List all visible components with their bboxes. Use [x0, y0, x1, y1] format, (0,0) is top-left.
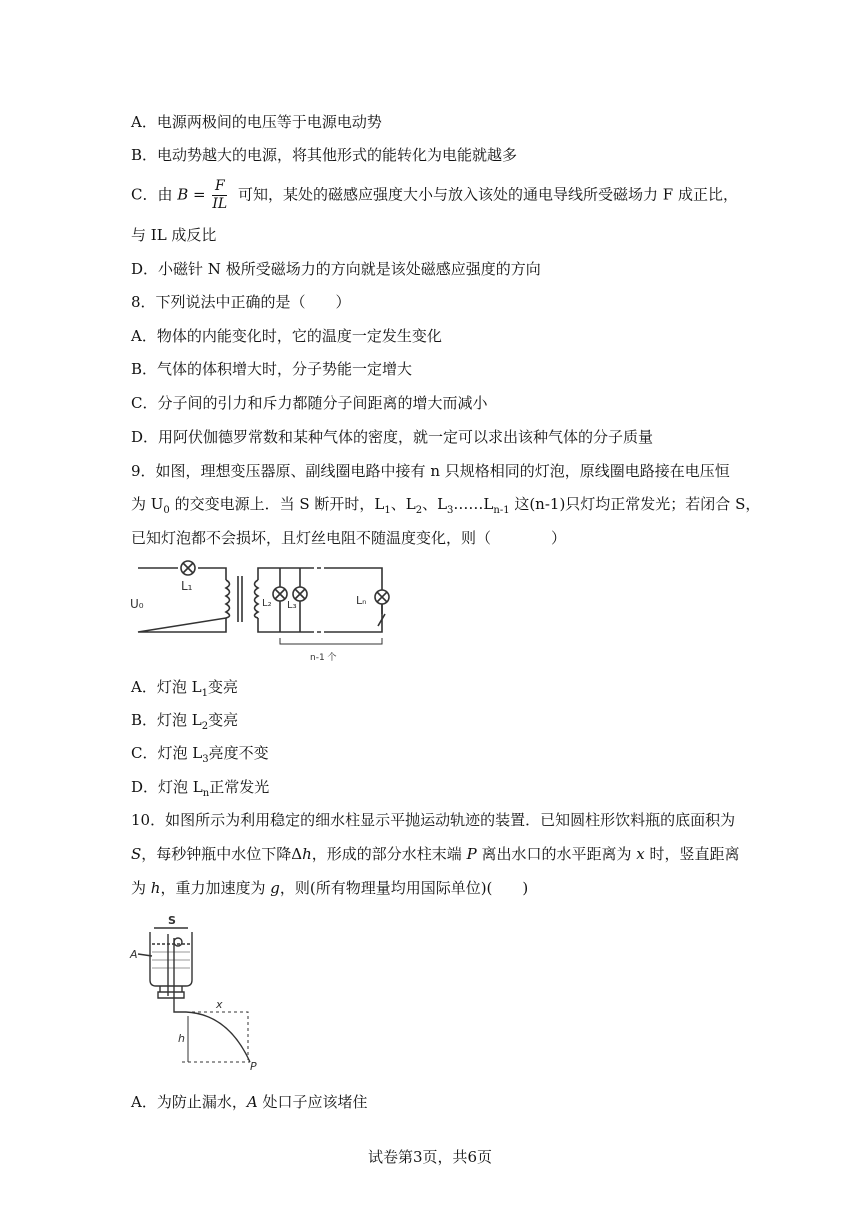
q10-text: ，每秒钟瓶中水位下降Δ: [141, 845, 303, 863]
q10-a-text: A．为防止漏水，: [131, 1093, 247, 1111]
q7-option-c-prefix: C．由: [131, 185, 173, 204]
q10-fig-p: P: [250, 1060, 257, 1072]
q7-option-d: D．小磁针 N 极所受磁场力的方向就是该处磁感应强度的方向: [131, 260, 541, 278]
q9-circuit-diagram: [128, 556, 398, 668]
q10-stem-line2: [131, 844, 739, 864]
q10-text: ，则(所有物理量均用国际单位)( ): [279, 879, 529, 897]
q7-formula-numerator: F: [212, 178, 227, 196]
q8-option-a: A．物体的内能变化时，它的温度一定发生变化: [131, 327, 442, 345]
q9-stem-line3: 已知灯泡都不会损坏，且灯丝电阻不随温度变化，则（ ）: [131, 529, 567, 547]
q9-stem-line1: 9．如图，理想变压器原、副线圈电路中接有 n 只规格相同的灯泡，原线圈电路接在电压恒: [131, 462, 730, 480]
q9-stem-line2: [131, 494, 760, 514]
q9-sub: 2: [415, 505, 423, 516]
q10-var: S: [131, 845, 142, 863]
q9-fig-l2: L₂: [262, 598, 272, 609]
q9-a-sub: 1: [201, 688, 208, 699]
q9-option-a: [131, 677, 238, 697]
q9-text: ……L: [453, 495, 494, 513]
q7-formula-lhs: B =: [177, 185, 206, 204]
q8-option-b: B．气体的体积增大时，分子势能一定增大: [131, 360, 413, 378]
q10-var: P: [466, 845, 477, 863]
q9-option-c: [131, 743, 269, 763]
q9-option-d: [131, 777, 269, 797]
q9-text: 、L: [422, 495, 448, 513]
q10-fig-a: A: [130, 948, 138, 961]
q10-var: h: [150, 879, 161, 897]
q10-a-text-post: 处口子应该堵住: [257, 1093, 368, 1111]
q8-option-c: C．分子间的引力和斥力都随分子间距离的增大而减小: [131, 394, 488, 412]
q9-sub: 1: [384, 505, 391, 516]
q9-text: 这(n-1)只灯均正常发光；若闭合 S，: [509, 495, 761, 513]
q9-fig-u0: U₀: [130, 597, 144, 611]
q7-option-a: A．电源两极间的电压等于电源电动势: [131, 113, 382, 131]
q9-c-text: C．灯泡 L: [131, 744, 203, 762]
q9-text: 的交变电源上．当 S 断开时，L: [169, 495, 385, 513]
q7-formula-denominator: IL: [212, 196, 228, 212]
q7-formula-fraction: [212, 178, 227, 213]
q9-d-sub: n: [202, 788, 210, 799]
q10-text: 为: [131, 879, 151, 897]
q9-sub: 0: [163, 505, 170, 516]
page-footer: 试卷第3页，共6页: [367, 1148, 493, 1166]
q7-option-c-continued: 与 IL 成反比: [131, 226, 217, 244]
q10-fig-h: h: [178, 1032, 185, 1045]
q10-var: x: [636, 845, 645, 863]
q9-text: 、L: [390, 495, 416, 513]
q10-projectile-diagram: [128, 912, 268, 1072]
q9-d-text-post: 正常发光: [209, 778, 270, 796]
q8-option-d: D．用阿伏伽德罗常数和某种气体的密度，就一定可以求出该种气体的分子质量: [131, 428, 654, 446]
q10-var: g: [270, 879, 280, 897]
q10-var: h: [302, 845, 312, 863]
q10-text: 离出水口的水平距离为: [476, 845, 637, 863]
q10-text: ，重力加速度为: [160, 879, 271, 897]
q9-fig-l3: L₃: [287, 600, 297, 611]
q9-sub: n-1: [493, 505, 510, 516]
q9-fig-count: n-1 个: [310, 653, 337, 663]
q10-a-var: A: [246, 1093, 258, 1111]
q10-text: ，形成的部分水柱末端: [311, 845, 467, 863]
q10-fig-x: x: [216, 998, 223, 1011]
q7-option-b: B．电动势越大的电源，将其他形式的能转化为电能就越多: [131, 146, 518, 164]
q9-c-sub: 3: [202, 754, 209, 765]
q9-a-text: A．灯泡 L: [131, 678, 202, 696]
q9-sub: 3: [447, 505, 454, 516]
q9-fig-ln: Lₙ: [356, 594, 367, 607]
q9-b-sub: 2: [201, 721, 209, 732]
q10-fig-s: S: [168, 914, 176, 927]
q8-stem: 8．下列说法中正确的是（ ）: [131, 293, 351, 311]
q9-b-text: B．灯泡 L: [131, 711, 202, 729]
q9-fig-l1: L₁: [181, 579, 193, 593]
q9-d-text: D．灯泡 L: [131, 778, 203, 796]
q10-stem-line1: 10．如图所示为利用稳定的细水柱显示平抛运动轨迹的装置．已知圆柱形饮料瓶的底面积为: [131, 811, 736, 829]
q10-stem-line3: [131, 878, 528, 898]
q7-option-c-suffix: 可知，某处的磁感应强度大小与放入该处的通电导线所受磁场力 F 成正比，: [238, 185, 738, 204]
q9-option-b: [131, 710, 238, 730]
q10-option-a: [131, 1092, 367, 1112]
q9-text: 为 U: [131, 495, 164, 513]
q7-option-c: [131, 178, 738, 213]
q9-c-text-post: 亮度不变: [208, 744, 269, 762]
q10-text: 时，竖直距离: [644, 845, 740, 863]
q9-b-text-post: 变亮: [208, 711, 239, 729]
q9-a-text-post: 变亮: [207, 678, 238, 696]
